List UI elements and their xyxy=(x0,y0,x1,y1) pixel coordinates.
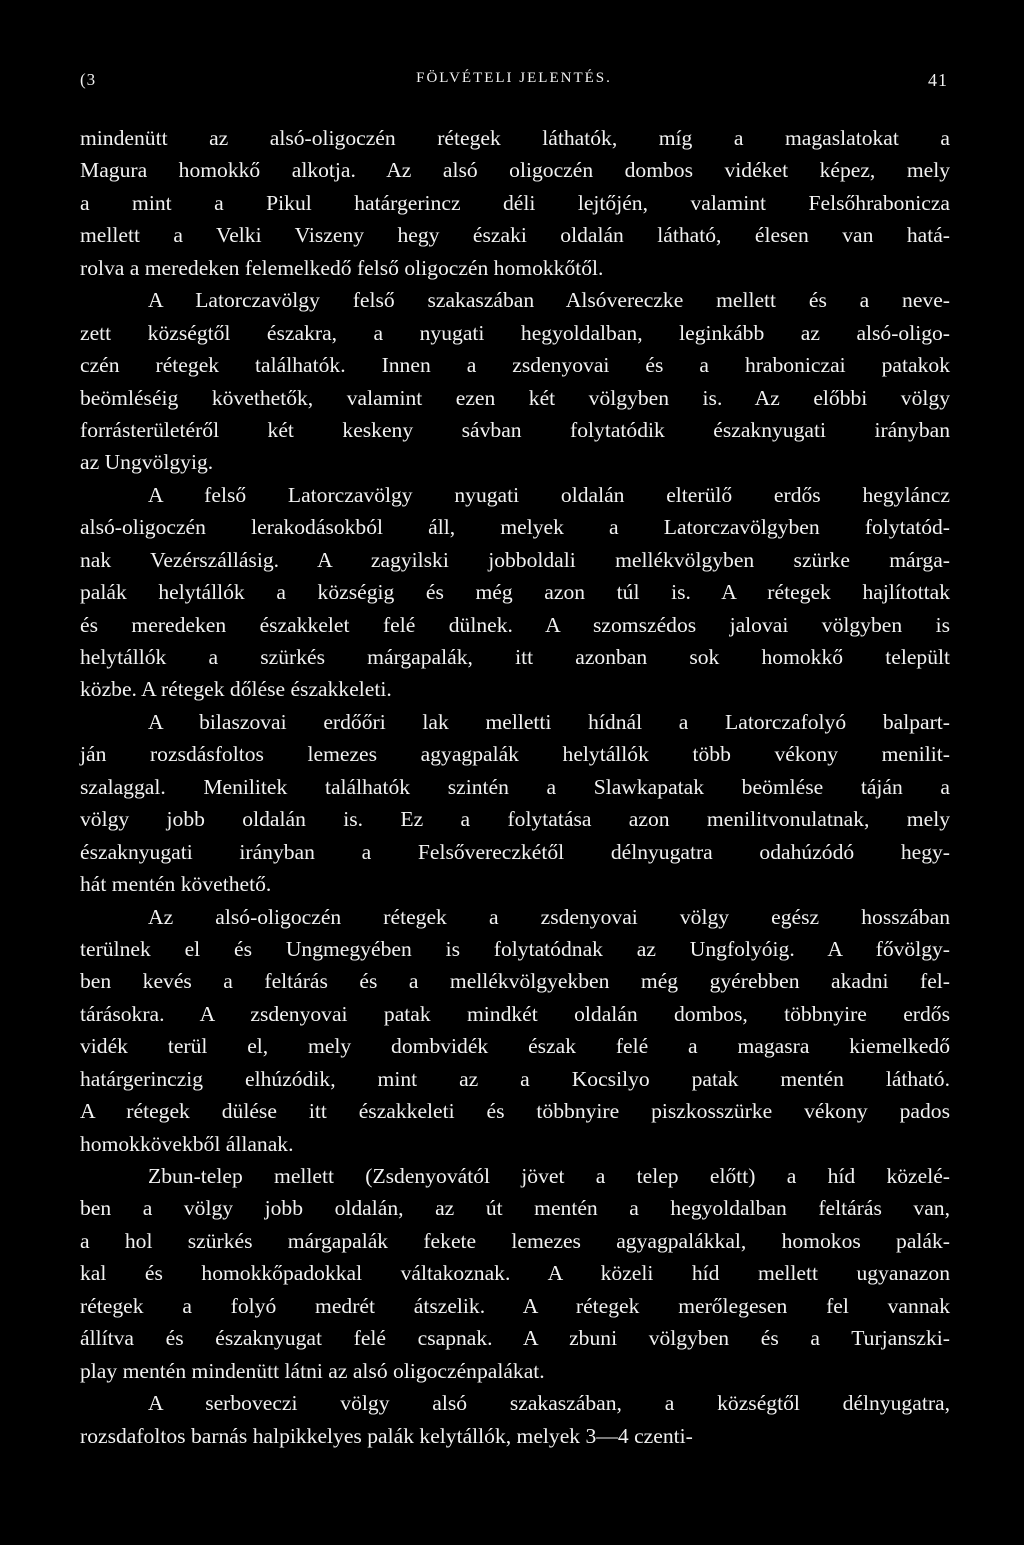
text-line: a hol szürkés márgapalák fekete lemezes agyagpalákkal, homokos palák- xyxy=(80,1228,950,1253)
text-line: A rétegek dülése itt északkeleti és többnyire piszkosszürke vékony pados xyxy=(80,1099,950,1124)
text-line: völgy jobb oldalán is. Ez a folytatása azon menilitvonulatnak, mely xyxy=(80,807,950,832)
text-line: tárásokra. A zsdenyovai patak mindkét oldalán dombos, többnyire erdős xyxy=(80,1001,950,1026)
text-line: rétegek a folyó medrét átszelik. A rétegek merőlegesen fel vannak xyxy=(80,1293,950,1318)
running-head xyxy=(80,70,948,100)
text-line: rozsdafoltos barnás halpikkelyes palák kelytállók, melyek 3—4 czenti- xyxy=(80,1423,693,1448)
text-line: határgerinczig elhúzódik, mint az a Kocsilyo patak mentén látható. xyxy=(80,1066,950,1091)
text-line: ben a völgy jobb oldalán, az út mentén a hegyoldalban feltárás van, xyxy=(80,1196,950,1221)
text-line: állítva és északnyugat felé csapnak. A zbuni völgyben és a Turjanszki- xyxy=(80,1326,950,1351)
running-title: FÖLVÉTELI JELENTÉS. xyxy=(416,70,612,86)
text-line: nak Vezérszállásig. A zagyilski jobboldali mellékvölgyben szürke márga- xyxy=(80,547,950,572)
text-line: ján rozsdásfoltos lemezes agyagpalák helytállók több vékony menilit- xyxy=(80,742,950,767)
text-line: északnyugati irányban a Felsővereczkétől délnyugatra odahúzódó hegy- xyxy=(80,839,950,864)
text-line: az Ungvölgyig. xyxy=(80,450,214,475)
text-line: ben kevés a feltárás és a mellékvölgyekben még gyérebben akadni fel- xyxy=(80,969,950,994)
text-line: zett községtől északra, a nyugati hegyoldalban, leginkább az alsó-oligo- xyxy=(80,320,950,345)
text-line: Zbun-telep mellett (Zsdenyovától jövet a telep előtt) a híd közelé- xyxy=(148,1164,950,1188)
text-line: mindenütt az alsó-oligoczén rétegek láthatók, míg a magaslatokat a xyxy=(80,126,950,150)
body-text xyxy=(80,122,950,1452)
text-line: és meredeken északkelet felé dülnek. A szomszédos jalovai völgyben is xyxy=(80,612,950,637)
text-line: palák helytállók a községig és még azon túl is. A rétegek hajlítottak xyxy=(80,580,950,605)
text-line: kal és homokkőpadokkal váltakoznak. A közeli híd mellett ugyanazon xyxy=(80,1261,950,1286)
text-line: A felső Latorczavölgy nyugati oldalán elterülő erdős hegyláncz xyxy=(148,482,950,507)
text-line: hát mentén követhető. xyxy=(80,872,272,897)
header-left-mark: (3 xyxy=(80,70,97,89)
text-line: alsó-oligoczén lerakodásokból áll, melyek a Latorczavölgyben folytatód- xyxy=(80,515,950,540)
text-line: közbe. A rétegek dőlése északkeleti. xyxy=(80,677,392,702)
text-line: rolva a meredeken felemelkedő felső oligoczén homokkőtől. xyxy=(80,255,604,280)
text-line: Az alsó-oligoczén rétegek a zsdenyovai völgy egész hosszában xyxy=(148,904,950,929)
text-line: vidék terül el, mely dombvidék észak felé a magasra kiemelkedő xyxy=(80,1034,950,1059)
text-line: A bilaszovai erdőőri lak melletti hídnál a Latorczafolyó balpart- xyxy=(148,709,950,734)
text-line: Magura homokkő alkotja. Az alsó oligoczén dombos vidéket képez, mely xyxy=(80,158,950,183)
text-line: beömléséig követhetők, valamint ezen két völgyben is. Az előbbi völgy xyxy=(80,385,950,410)
text-line: A Latorczavölgy felső szakaszában Alsóvereczke mellett és a neve- xyxy=(148,288,950,313)
text-line: helytállók a szürkés márgapalák, itt azonban sok homokkő települt xyxy=(80,645,950,669)
text-line: terülnek el és Ungmegyében is folytatódnak az Ungfolyóig. A fővölgy- xyxy=(80,936,950,961)
text-line: mellett a Velki Viszeny hegy északi oldalán látható, élesen van hatá- xyxy=(80,223,950,248)
page-number: 41 xyxy=(928,70,948,90)
text-line: czén rétegek találhatók. Innen a zsdenyovai és a hraboniczai patakok xyxy=(80,353,950,378)
text-line: A serboveczi völgy alsó szakaszában, a községtől délnyugatra, xyxy=(148,1391,950,1416)
text-line: forrásterületéről két keskeny sávban folytatódik északnyugati irányban xyxy=(80,417,950,442)
text-line: szalaggal. Menilitek találhatók szintén a Slawkapatak beömlése táján a xyxy=(80,774,950,799)
text-line: homokkövekből állanak. xyxy=(80,1131,294,1156)
text-line: a mint a Pikul határgerincz déli lejtőjén, valamint Felsőhrabonicza xyxy=(80,190,950,215)
text-line: play mentén mindenütt látni az alsó oligoczénpalákat. xyxy=(80,1358,545,1383)
